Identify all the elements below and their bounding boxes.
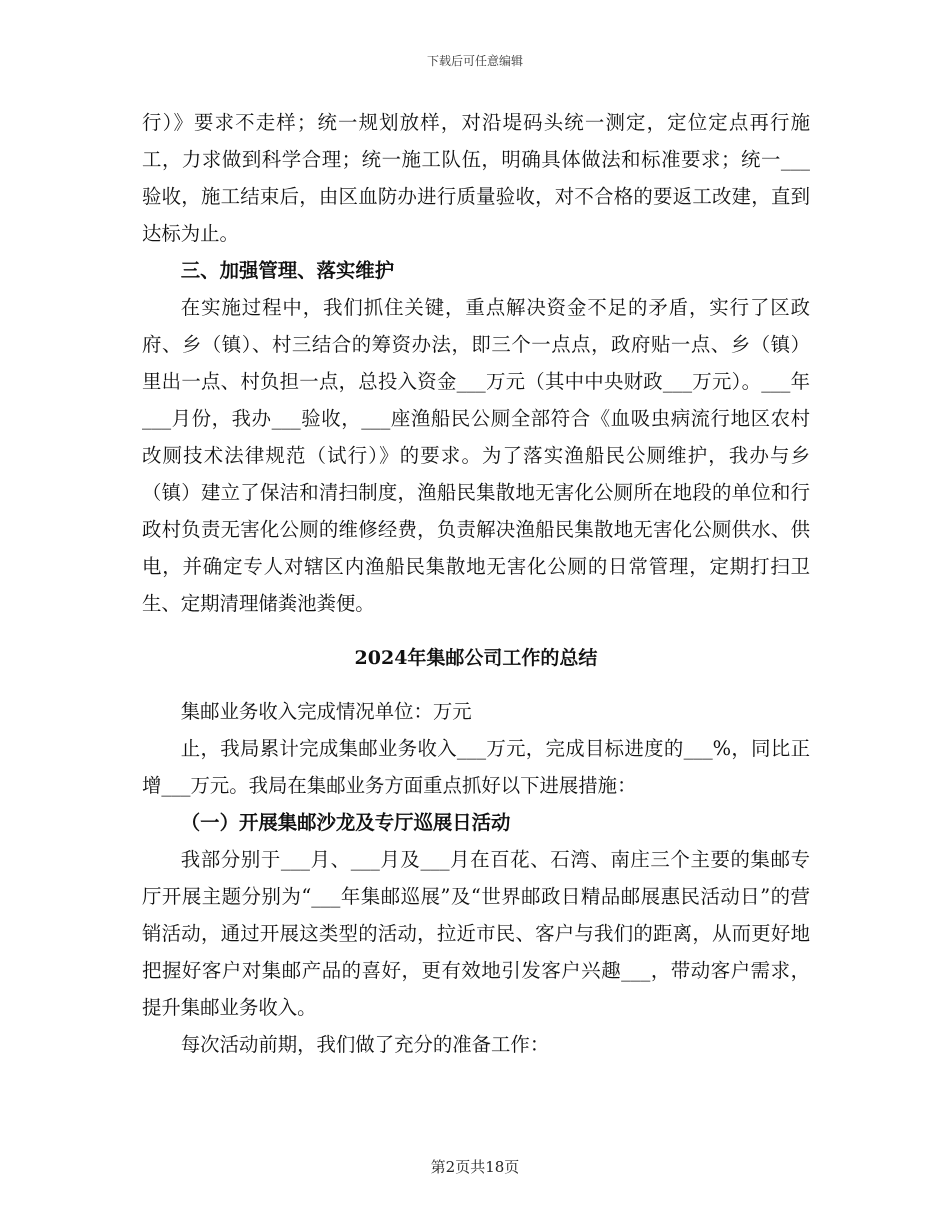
paragraph-implementation: 在实施过程中，我们抓住关键，重点解决资金不足的矛盾，实行了区政府、乡（镇）、村三结合的筹资办法，即三个一点点，政府贴一点、乡（镇）里出一点、村负担一点，总投入资金___万元（其中中央财政___万元）。___年___月份，我办___验收，___座渔船民公厕全部符合《血吸虫病流行地区农村改厕技术法律规范（试行）》的要求。为了落实渔船民公厕维护，我办与乡（镇）建立了保洁和清扫制度，渔船民集散地无害化公厕所在地段的单位和行政村负责无害化公厕的维修经费，负责解决渔船民集散地无害化公厕供水、供电，并确定专人对辖区内渔船民集散地无害化公厕的日常管理，定期打扫卫生、定期清理储粪池粪便。: [142, 296, 810, 615]
paragraph-income-unit: 集邮业务收入完成情况单位：万元: [180, 700, 472, 723]
paragraph-income-summary: 止，我局累计完成集邮业务收入___万元，完成目标进度的___%，同比正增___万元。我局在集邮业务方面重点抓好以下进展措施：: [142, 737, 810, 797]
page-header: 下载后可任意编辑: [426, 54, 523, 68]
paragraph-salon-activities: 我部分别于___月、___月及___月在百花、石湾、南庄三个主要的集邮专厅开展主题分别为“___年集邮巡展”及“世界邮政日精品邮展惠民活动日”的营销活动，通过开展这类型的活动，拉近市民、客户与我们的距离，从而更好地把握好客户对集邮产品的喜好，更有效地引发客户兴趣___，带动客户需求，提升集邮业务收入。: [142, 848, 810, 1019]
page-footer: 第2页共18页: [430, 1158, 520, 1176]
article-title: 2024年集邮公司工作的总结: [354, 647, 598, 669]
section-heading-management: 三、加强管理、落实维护: [180, 259, 395, 282]
paragraph-continuation: 行）》要求不走样；统一规划放样，对沿堤码头统一测定，定位定点再行施工，力求做到科学合理；统一施工队伍，明确具体做法和标准要求；统一___验收，施工结束后，由区血防办进行质量验收，对不合格的要返工改建，直到达标为止。: [142, 111, 810, 245]
section-heading-salon: （一）开展集邮沙龙及专厅巡展日活动: [180, 811, 511, 834]
document-body: [142, 104, 810, 1063]
paragraph-preparation: 每次活动前期，我们做了充分的准备工作：: [180, 1033, 550, 1056]
